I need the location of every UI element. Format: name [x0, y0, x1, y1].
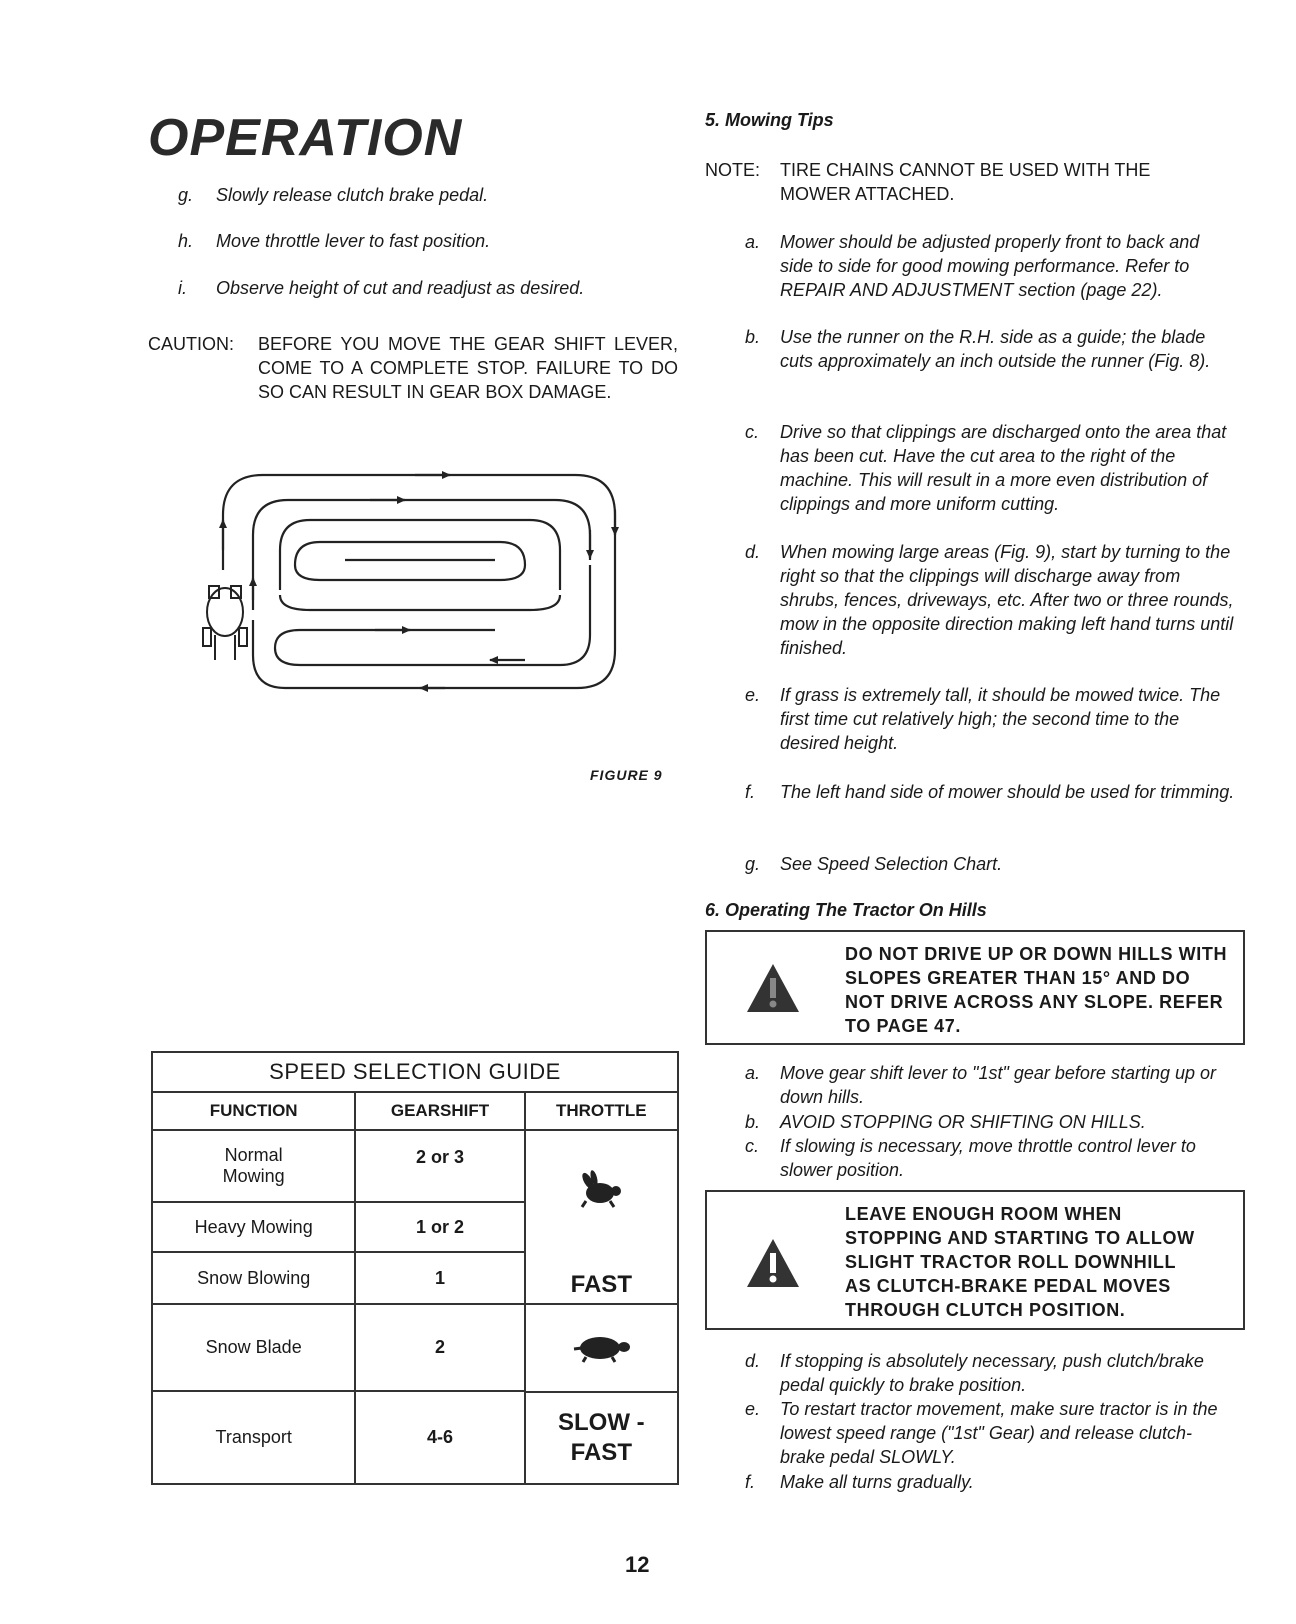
item-letter: d. — [745, 542, 761, 562]
item-text: Use the runner on the R.H. side as a guide; the blade cuts approximately an inch outside the runner (Fig. 8). — [780, 327, 1211, 371]
turtle-icon — [570, 1333, 632, 1363]
caution-text: BEFORE YOU MOVE THE GEAR SHIFT LEVER, COME TO A COMPLETE STOP. FAILURE TO DO SO CAN RESULT IN GEAR BOX DAMAGE. — [258, 334, 678, 402]
figure-caption: FIGURE 9 — [590, 767, 663, 783]
item-letter: g. — [178, 185, 194, 205]
item-text: Make all turns gradually. — [780, 1472, 974, 1492]
list-item — [745, 540, 1235, 660]
function-cell — [152, 1130, 355, 1202]
list-item — [178, 183, 678, 207]
mowing-pattern-figure — [195, 460, 640, 730]
function-cell: Snow Blowing — [152, 1252, 355, 1304]
throttle-slow-fast-label: SLOW - FAST — [557, 1409, 645, 1466]
item-text: If slowing is necessary, move throttle control lever to slower position. — [780, 1136, 1196, 1180]
page-number: 12 — [625, 1552, 650, 1577]
gear-cell: 2 or 3 — [355, 1130, 524, 1202]
item-text: See Speed Selection Chart. — [780, 854, 1003, 874]
list-item — [178, 276, 678, 300]
list-item — [745, 420, 1235, 516]
function-cell: Transport — [152, 1391, 355, 1484]
column-header: THROTTLE — [525, 1092, 678, 1130]
column-header: FUNCTION — [152, 1092, 355, 1130]
function-cell: Heavy Mowing — [152, 1202, 355, 1252]
item-text: If stopping is absolutely necessary, push clutch/brake pedal quickly to brake position. — [780, 1351, 1204, 1395]
speed-selection-table — [151, 1051, 679, 1485]
warning-box — [705, 1190, 1245, 1330]
note-label: NOTE: — [705, 160, 761, 180]
item-letter: b. — [745, 1112, 761, 1132]
item-text: When mowing large areas (Fig. 9), start by turning to the right so that the clippings will discharge away from shrubs, fences, driveways, etc. After two or three rounds, mow in the opposite direction making left hand turns until finished. — [780, 542, 1234, 658]
tractor-icon — [203, 586, 247, 660]
section-heading: 6. Operating The Tractor On Hills — [705, 900, 987, 920]
item-text: Observe height of cut and readjust as desired. — [216, 278, 585, 298]
throttle-cell — [525, 1130, 678, 1252]
warning-text: DO NOT DRIVE UP OR DOWN HILLS WITH SLOPES GREATER THAN 15° AND DO NOT DRIVE ACROSS ANY SLOPE. REFER TO PAGE 47. — [845, 944, 1228, 1036]
item-letter: c. — [745, 1136, 760, 1156]
item-letter: f. — [745, 1472, 756, 1492]
list-item — [745, 683, 1235, 755]
item-letter: e. — [745, 1399, 761, 1419]
gear-cell: 4-6 — [355, 1391, 524, 1484]
list-item — [745, 1397, 1235, 1469]
item-text: Mower should be adjusted properly front to back and side to side for good mowing performance. Refer to REPAIR AND ADJUSTMENT section (page 22). — [780, 232, 1200, 300]
item-letter: g. — [745, 854, 761, 874]
list-item — [745, 1061, 1235, 1109]
item-text: AVOID STOPPING OR SHIFTING ON HILLS. — [780, 1112, 1146, 1132]
item-letter: i. — [178, 278, 187, 298]
item-text: Slowly release clutch brake pedal. — [216, 185, 489, 205]
list-item — [745, 1134, 1235, 1182]
list-item — [745, 230, 1235, 302]
throttle-cell — [525, 1304, 678, 1484]
page-title: OPERATION — [148, 109, 463, 167]
warning-box — [705, 930, 1245, 1045]
gear-cell: 1 or 2 — [355, 1202, 524, 1252]
item-letter: h. — [178, 231, 194, 251]
list-item — [178, 229, 678, 253]
list-item — [745, 1470, 1235, 1494]
note-text: TIRE CHAINS CANNOT BE USED WITH THE MOWER ATTACHED. — [780, 160, 1151, 204]
caution-label: CAUTION: — [148, 334, 235, 354]
section-heading: 5. Mowing Tips — [705, 110, 834, 130]
gear-cell: 2 — [355, 1304, 524, 1391]
item-letter: a. — [745, 1063, 761, 1083]
warning-text: LEAVE ENOUGH ROOM WHEN STOPPING AND STARTING TO ALLOW SLIGHT TRACTOR ROLL DOWNHILL AS CLUTCH-BRAKE PEDAL MOVES THROUGH CLUTCH POSITION. — [845, 1204, 1195, 1320]
list-item — [745, 1110, 1235, 1134]
gear-cell: 1 — [355, 1252, 524, 1304]
item-text: Move gear shift lever to "1st" gear before starting up or down hills. — [780, 1063, 1216, 1107]
item-letter: c. — [745, 422, 760, 442]
warning-triangle-icon — [745, 962, 801, 1014]
item-letter: a. — [745, 232, 761, 252]
item-letter: d. — [745, 1351, 761, 1371]
item-text: Move throttle lever to fast position. — [216, 231, 491, 251]
rabbit-icon — [576, 1169, 626, 1209]
throttle-fast-label: FAST — [525, 1252, 678, 1304]
item-text: The left hand side of mower should be used for trimming. — [780, 782, 1235, 802]
item-text: If grass is extremely tall, it should be mowed twice. The first time cut relatively high; the second time to the desired height. — [780, 685, 1221, 753]
warning-triangle-icon — [745, 1237, 801, 1289]
item-letter: e. — [745, 685, 761, 705]
list-item — [745, 852, 1235, 876]
item-letter: b. — [745, 327, 761, 347]
function-cell: Snow Blade — [152, 1304, 355, 1391]
list-item — [745, 1349, 1235, 1397]
list-item — [745, 780, 1235, 828]
list-item — [745, 325, 1235, 397]
item-text: Drive so that clippings are discharged onto the area that has been cut. Have the cut area to the right of the machine. This will result in a more even distribution of clippings and more uniform cutting. — [780, 422, 1227, 514]
item-letter: f. — [745, 782, 756, 802]
column-header: GEARSHIFT — [355, 1092, 524, 1130]
function-text: Normal Mowing — [222, 1145, 285, 1186]
item-text: To restart tractor movement, make sure tractor is in the lowest speed range ("1st" Gear) and release clutch-brake pedal SLOWLY. — [780, 1399, 1218, 1467]
table-title: SPEED SELECTION GUIDE — [152, 1052, 678, 1092]
